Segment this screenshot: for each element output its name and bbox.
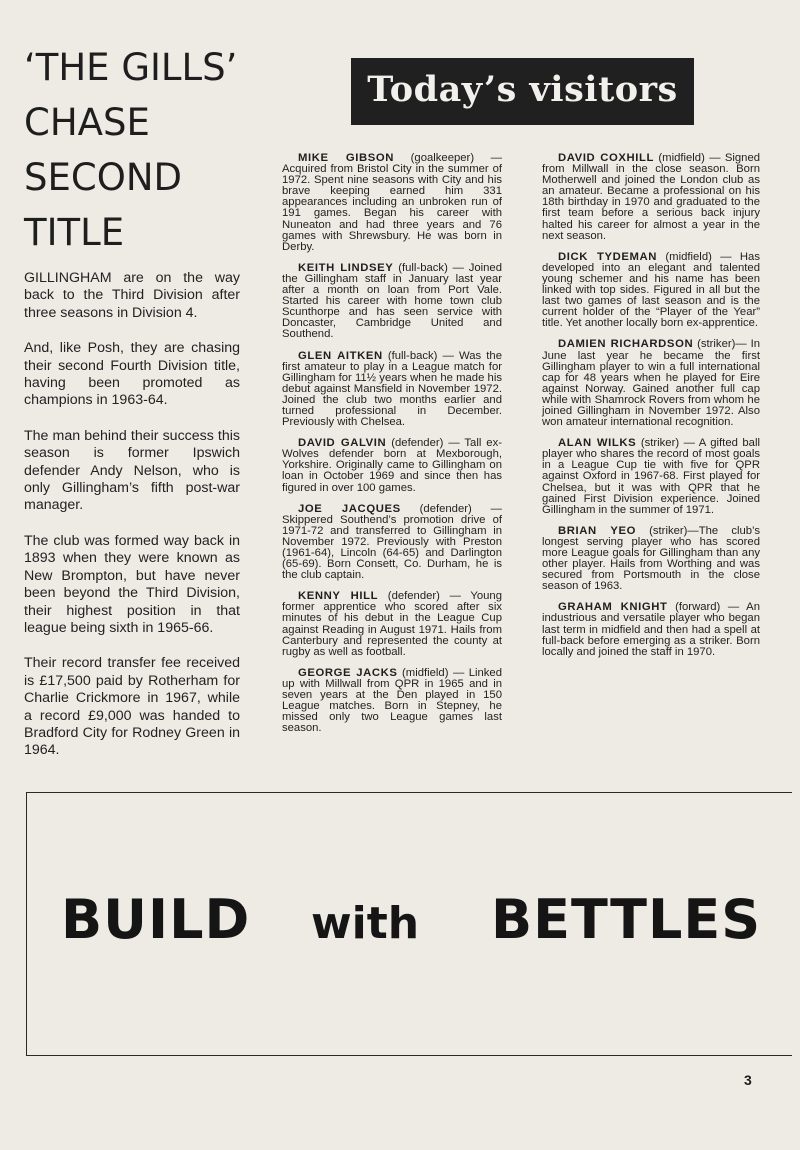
player-bio (282, 153, 502, 253)
page-number: 3 (744, 1072, 752, 1088)
player-bio-text: (full-back) — Was the first amateur to play in a League match for Gillingham for 11½ years when he made his debut against Mansfield in November 1972. Joined the club two months earlier and turned professional in December. Previously with Chelsea. (282, 349, 502, 429)
intro-paragraph: The club was formed way back in 1893 when they were known as New Brompton, but have never been beyond the Third Division, their highest position in that league being sixth in 1965-66. (24, 532, 240, 636)
player-bio (282, 591, 502, 658)
player-bios-column-1 (282, 153, 502, 744)
player-bio-text: (defender) — Skippered Southend’s promotion drive of 1971-72 and transferred to Gillingham in November 1972. Previously with Preston (1961-64), Lincoln (64-65) and Darlington (65-69). Born Consett, Co. Durham, he is the club captain. (282, 502, 502, 582)
player-bio-text: (defender) — Tall ex-Wolves defender born at Mexborough, Yorkshire. Originally came to Gillingham on loan in October 1969 and since then has figured in over 100 games. (282, 437, 502, 494)
player-bio (282, 668, 502, 735)
headline-line: SECOND (24, 156, 182, 199)
player-name: GLEN AITKEN (298, 349, 383, 362)
intro-paragraph: And, like Posh, they are chasing their second Fourth Division title, having been promoted as champions in 1963-64. (24, 340, 240, 409)
player-bio (542, 339, 760, 428)
player-name: GRAHAM KNIGHT (558, 601, 668, 614)
player-name: KENNY HILL (298, 590, 379, 603)
player-bio-text: (striker) — A gifted ball player who shares the record of most goals in a League Cup tie with five for QPR against Oxford in 1967-68. First played for Chelsea, but it was with QPR that he gained First Division experience. Joined Gillingham in the summer of 1971. (542, 437, 760, 516)
player-bio (282, 438, 502, 493)
player-name: GEORGE JACKS (298, 666, 398, 679)
ad-word-with: with (311, 898, 420, 949)
player-bio-text: (goalkeeper) — Acquired from Bristol City in the summer of 1972. Spent nine seasons with City and his brave keeping earned him 331 appearances including an unbroken run of 191 games. Began his career with Nuneaton and had three years and 76 games with Shrewsbury. He was born in Derby. (282, 152, 502, 253)
player-bio-text: (striker)—The club’s longest serving player who has scored more League goals for Gillingham than any other player. Hails from Worthing and was secured from Portsmouth in the close season of 1963. (542, 524, 760, 593)
advertisement-box (26, 792, 792, 1056)
player-bio (542, 526, 760, 593)
intro-paragraph: The man behind their success this season is former Ipswich defender Andy Nelson, who is only Gillingham’s fifth post-war manager. (24, 427, 240, 514)
player-bio (542, 438, 760, 516)
headline-line: CHASE (24, 101, 150, 144)
player-bio (542, 602, 760, 657)
headline-line: TITLE (24, 211, 125, 254)
player-name: BRIAN YEO (558, 524, 636, 537)
player-bios-column-2 (542, 153, 760, 668)
player-bio-text: (forward) — An industrious and versatile player who began last term in midfield and then had a spell at full-back before emerging as a striker. Born locally and joined the staff in 1970. (542, 601, 760, 658)
headline (24, 40, 254, 260)
todays-visitors-banner: Today’s visitors (351, 58, 694, 125)
player-name: KEITH LINDSEY (298, 261, 394, 274)
intro-paragraph: Their record transfer fee received is £17,500 paid by Rotherham for Charlie Crickmore in 1967, while a record £9,000 was handed to Bradford City for Rodney Green in 1964. (24, 655, 240, 759)
player-bio (282, 263, 502, 341)
ad-word-build: BUILD (61, 888, 251, 951)
player-bio (542, 252, 760, 330)
player-bio-text: (striker)— In June last year he became the first Gillingham player to win a full international cap for 48 years when he played for Eire against Norway. Gained another full cap while with Shamrock Rovers from whom he joined Gillingham in November 1972. Also won amateur international recognition. (542, 338, 760, 429)
player-name: DICK TYDEMAN (558, 250, 658, 263)
player-name: DAVID COXHILL (558, 152, 655, 164)
player-name: MIKE GIBSON (298, 152, 395, 164)
intro-article (24, 270, 240, 778)
player-name: DAVID GALVIN (298, 437, 387, 450)
player-bio (282, 504, 502, 582)
player-bio-text: (midfield) — Has developed into an elegant and talented young schemer and his name has been linked with top sides. Figured in all but the last two games of last season and is the current holder of the “Player of the Year” title. Yet another locally born ex-apprentice. (542, 250, 760, 330)
player-bio-text: (midfield) — Signed from Millwall in the close season. Born Motherwell and joined the London club as an amateur. Became a professional on his 18th birthday in 1970 and graduated to the first team before a serious back injury halted his career for almost a year in the next season. (542, 152, 761, 242)
player-bio (542, 153, 760, 242)
player-bio-text: (full-back) — Joined the Gillingham staff in January last year after a month on loan from Port Vale. Started his career with home town club Scunthorpe and has seen service with Doncaster, Cambridge United and Southend. (282, 261, 503, 341)
headline-line: ‘THE GILLS’ (24, 46, 238, 89)
player-bio (282, 351, 502, 429)
player-name: JOE JACQUES (298, 502, 401, 515)
player-bio-text: (midfield) — Linked up with Millwall from QPR in 1965 and in seven years at the Den played in 150 League matches. Born in Stepney, he missed only two League games last season. (282, 666, 502, 735)
player-bio-text: (defender) — Young former apprentice who scored after six minutes of his debut in the League Cup against Reading in August 1971. Hails from Canterbury and represented the county at rugby as well as football. (282, 590, 503, 658)
intro-paragraph: GILLINGHAM are on the way back to the Third Division after three seasons in Division 4. (24, 270, 240, 321)
player-name: ALAN WILKS (558, 437, 637, 450)
player-name: DAMIEN RICHARDSON (558, 338, 694, 351)
ad-word-bettles: BETTLES (491, 888, 762, 951)
